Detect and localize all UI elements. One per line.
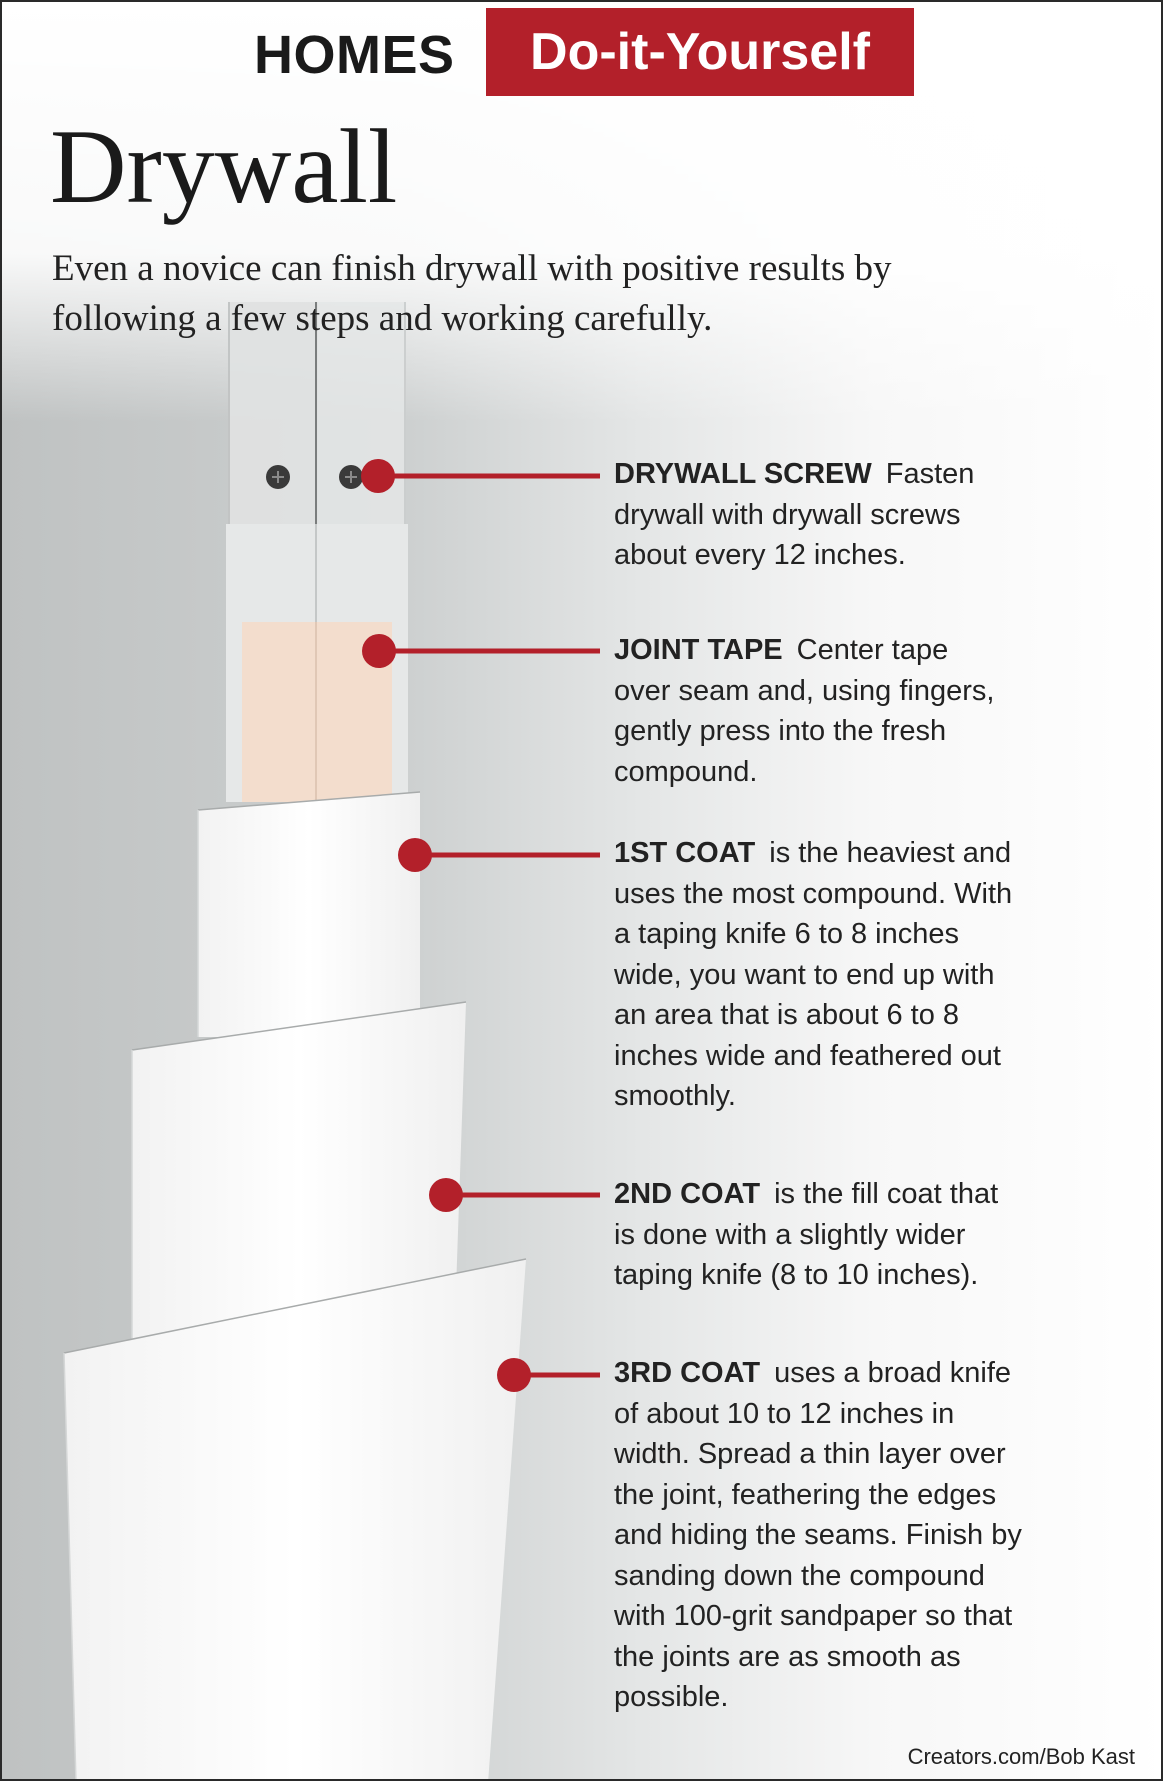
callout-line: the joints are as smooth as bbox=[614, 1640, 961, 1673]
section-label: HOMES bbox=[254, 25, 455, 85]
page-title: Drywall bbox=[50, 108, 398, 225]
intro-line: following a few steps and working carefully. bbox=[52, 298, 713, 339]
callout-line: drywall with drywall screws bbox=[614, 498, 961, 531]
callout-second-coat bbox=[614, 1174, 1114, 1296]
callout-line: is the fill coat that bbox=[774, 1178, 999, 1210]
callout-line: width. Spread a thin layer over bbox=[614, 1438, 1006, 1470]
callout-line: compound. bbox=[614, 755, 758, 788]
callout-heading: 1ST COAT bbox=[614, 837, 756, 869]
callout-line: and hiding the seams. Finish by bbox=[614, 1519, 1022, 1551]
callout-line: smoothly. bbox=[614, 1080, 736, 1112]
callout-line: sanding down the compound bbox=[614, 1559, 985, 1592]
callout-line: uses the most compound. With bbox=[614, 877, 1013, 910]
callout-line: inches wide and feathered out bbox=[614, 1039, 1001, 1072]
callout-first-coat bbox=[614, 833, 1114, 1117]
callout-third-coat bbox=[614, 1353, 1114, 1718]
callout-heading: DRYWALL SCREW bbox=[614, 458, 872, 490]
intro-text bbox=[52, 244, 1092, 344]
callout-line: gently press into the fresh bbox=[614, 715, 947, 747]
callout-line: with 100-grit sandpaper so that bbox=[614, 1600, 1013, 1632]
callout-line: uses a broad knife bbox=[774, 1357, 1012, 1389]
callout-line: about every 12 inches. bbox=[614, 539, 906, 571]
callout-line: the joint, feathering the edges bbox=[614, 1478, 997, 1511]
callout-line: a taping knife 6 to 8 inches bbox=[614, 918, 960, 950]
callout-line: possible. bbox=[614, 1681, 729, 1713]
first-coat bbox=[198, 792, 420, 1037]
callout-line: wide, you want to end up with bbox=[614, 958, 995, 991]
callout-line: of about 10 to 12 inches in bbox=[614, 1397, 955, 1430]
callout-line: Center tape bbox=[796, 634, 949, 666]
callout-joint-tape bbox=[614, 630, 1114, 792]
callout-heading: 2ND COAT bbox=[614, 1178, 761, 1210]
intro-line: Even a novice can finish drywall with positive results by bbox=[52, 248, 892, 289]
callout-line: is the heaviest and bbox=[769, 837, 1012, 869]
callout-line: taping knife (8 to 10 inches). bbox=[614, 1259, 979, 1291]
callout-drywall-screw bbox=[614, 454, 1114, 576]
callout-line: Fasten bbox=[885, 458, 975, 490]
callout-line: an area that is about 6 to 8 bbox=[614, 999, 960, 1031]
section-tag: Do-it-Yourself bbox=[486, 8, 914, 96]
callout-heading: JOINT TAPE bbox=[614, 634, 783, 666]
credit-line: Creators.com/Bob Kast bbox=[907, 1744, 1135, 1769]
callout-heading: 3RD COAT bbox=[614, 1357, 761, 1389]
callout-line: over seam and, using fingers, bbox=[614, 674, 995, 707]
callout-line: is done with a slightly wider bbox=[614, 1218, 966, 1251]
